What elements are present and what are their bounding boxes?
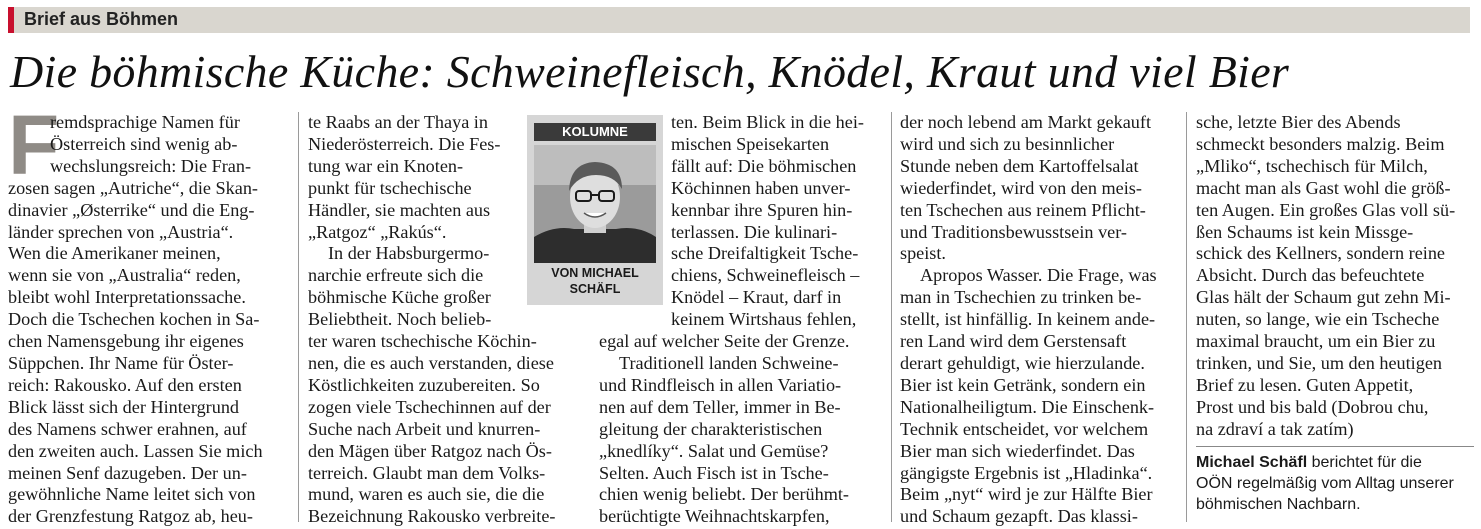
kicker-label: Brief aus Böhmen — [24, 9, 179, 29]
text-line: berüchtigte Weihnachtskarpfen, — [599, 506, 830, 527]
text-line: egal auf welcher Seite der Grenze. — [599, 331, 850, 352]
column-rule — [298, 112, 299, 522]
text-line: Knödel – Kraut, darf in — [671, 287, 842, 308]
text-line: Köchinnen haben unver- — [671, 177, 851, 198]
text-line: maximal braucht, um ein Bier zu — [1196, 331, 1436, 352]
article-column-5 — [1196, 112, 1474, 441]
footnote-line — [1196, 452, 1476, 473]
text-line: tung war ein Knoten- — [308, 155, 464, 176]
text-line: wiederfindet, wird von den meis- — [900, 177, 1142, 198]
text-line: bleibt wohl Interpretationssache. — [8, 287, 246, 308]
text-line: stellt, ist hinfällig. In keinem ande- — [900, 309, 1156, 330]
text-line: „Mliko“, tschechisch für Milch, — [1196, 155, 1428, 176]
text-line: Doch die Tschechen kochen in Sa- — [8, 309, 260, 330]
text-line: sche Dreifaltigkeit Tsche- — [671, 243, 859, 264]
text-line: mund, waren es auch sie, die die — [308, 484, 545, 505]
columnist-box — [527, 115, 663, 305]
text-line: „knedlíky“. Salat und Gemüse? — [599, 440, 829, 461]
text-line: schmeckt besonders malzig. Beim — [1196, 133, 1445, 154]
text-line: Österreich sind wenig ab- — [50, 133, 238, 154]
column-rule — [891, 112, 892, 522]
text-line: terlassen. Die kulinari- — [671, 221, 838, 242]
text-line: Absicht. Durch das befeuchtete — [1196, 265, 1425, 286]
text-line: dinavier „Østerrike“ und die Eng- — [8, 199, 255, 220]
text-line: und Schaum gezapft. Das klassi- — [900, 506, 1138, 527]
text-line: chien wenig beliebt. Der berühmt- — [599, 484, 849, 505]
text-line: narchie erfreute sich die — [308, 265, 484, 286]
text-line: zogen viele Tschechinnen auf der — [308, 396, 551, 417]
text-line: wird und sich zu besinnlicher — [900, 133, 1115, 154]
text-line: man in Tschechien zu trinken be- — [900, 287, 1142, 308]
text-line: Prost und bis bald (Dobrou chu, — [1196, 396, 1429, 417]
text-line: chen Namensgebung ihr eigenes — [8, 331, 244, 352]
text-line: meinen Senf dazugeben. Der un- — [8, 462, 247, 483]
text-line: nen, die es auch verstanden, diese — [308, 352, 554, 373]
text-line: der noch lebend am Markt gekauft — [900, 112, 1151, 132]
text-line: der Grenzfestung Ratgoz ab, heu- — [8, 506, 253, 527]
text-line: länder sprechen von „Austria“. — [8, 221, 234, 242]
text-line: reich: Rakousko. Auf den ersten — [8, 374, 242, 395]
author-portrait — [534, 145, 656, 263]
article-column-1 — [8, 98, 290, 528]
text-line: Niederösterreich. Die Fes- — [308, 133, 501, 154]
column-byline — [531, 265, 659, 297]
text-line: Selten. Auch Fisch ist in Tsche- — [599, 462, 829, 483]
text-line: des Namens schwer erahnen, auf — [8, 418, 247, 439]
text-line: Bezeichnung Rakousko verbreite- — [308, 506, 556, 527]
text-line: Beim „nyt“ wird je zur Hälfte Bier — [900, 484, 1153, 505]
author-name: Michael Schäfl — [1196, 454, 1308, 471]
text-line: ten. Beim Blick in die hei- — [671, 112, 864, 132]
text-line: remdsprachige Namen für — [50, 112, 240, 132]
text-line: derart gehuldigt, wie hierzulande. — [900, 352, 1145, 373]
text-line: Glas hält der Schaum gut zehn Mi- — [1196, 287, 1451, 308]
text-line: Köstlichkeiten zuzubereiten. So — [308, 374, 540, 395]
text-line: nuten, so lange, wie ein Tscheche — [1196, 309, 1440, 330]
text-line: ten Augen. Ein großes Glas voll sü- — [1196, 199, 1456, 220]
text-line: Bier man sich wiederfindet. Das — [900, 440, 1135, 461]
text-line: „Ratgoz“ „Rakús“. — [308, 221, 447, 242]
column-label: KOLUMNE — [534, 123, 656, 141]
text-line: terreich. Glaubt man dem Volks- — [308, 462, 546, 483]
text-line: te Raabs an der Thaya in — [308, 112, 488, 132]
text-line: Suche nach Arbeit und knurren- — [308, 418, 541, 439]
text-line: chiens, Schweinefleisch – — [671, 265, 860, 286]
drop-cap: F — [8, 98, 60, 192]
byline-line: VON MICHAEL — [551, 266, 639, 280]
text-line: den Mägen über Ratgoz nach Ös- — [308, 440, 552, 461]
text-line: Nationalheiligtum. Die Einschenk- — [900, 396, 1155, 417]
footnote-divider — [1196, 446, 1474, 447]
section-kicker — [8, 7, 1470, 33]
text-line: ten Tschechen aus reinem Pflicht- — [900, 199, 1146, 220]
text-line: Beliebtheit. Noch beliеb- — [308, 309, 492, 330]
text-line: trinken, und Sie, um den heutigen — [1196, 352, 1442, 373]
text-line: speist. — [900, 243, 946, 264]
text-line: keinem Wirtshaus fehlen, — [671, 309, 857, 330]
text-line: Händler, sie machten aus — [308, 199, 491, 220]
text-line: Bier ist kein Getränk, sondern ein — [900, 374, 1146, 395]
text-line: Apropos Wasser. Die Frage, was — [920, 265, 1157, 286]
text-line: und Rindfleisch in allen Variatio- — [599, 374, 842, 395]
footnote-line: böhmischen Nachbarn. — [1196, 496, 1361, 513]
article-column-4 — [900, 112, 1175, 528]
text-line: gewöhnliche Name leitet sich von — [8, 484, 256, 505]
text-line: Technik entscheidet, vor welchem — [900, 418, 1149, 439]
text-line: na zdraví a tak zatím) — [1196, 418, 1354, 439]
text-line: wechslungsreich: Die Fran- — [50, 155, 252, 176]
text-line: schick des Kellners, sondern reine — [1196, 243, 1445, 264]
text-line: fällt auf: Die böhmischen — [671, 155, 857, 176]
text-line: und Traditionsbewusstsein ver- — [900, 221, 1127, 242]
text-line: wenn sie von „Australia“ reden, — [8, 265, 241, 286]
text-line: macht man als Gast wohl die größ- — [1196, 177, 1451, 198]
text-line: Süppchen. Ihr Name für Öster- — [8, 352, 234, 373]
footnote-line: OÖN regelmäßig vom Alltag unserer — [1196, 475, 1454, 492]
text-line: In der Habsburgermo- — [328, 243, 490, 264]
text-line: zosen sagen „Autriche“, die Skan- — [8, 177, 258, 198]
column-rule — [1186, 112, 1187, 522]
text-line: böhmische Küche großer — [308, 287, 491, 308]
text-line: punkt für tschechische — [308, 177, 472, 198]
text-line: kennbar ihre Spuren hin- — [671, 199, 853, 220]
kicker-accent-bar — [8, 7, 14, 33]
text-line: ter waren tschechische Köchin- — [308, 331, 537, 352]
text-line: Wen die Amerikaner meinen, — [8, 243, 221, 264]
text-line: gleitung der charakteristischen — [599, 418, 823, 439]
text-line: Blick lässt sich der Hintergrund — [8, 396, 240, 417]
text-line: Traditionell landen Schweine- — [619, 352, 839, 373]
text-line: nen auf dem Teller, immer in Be- — [599, 396, 841, 417]
text-line: den zweiten auch. Lassen Sie mich — [8, 440, 263, 461]
text-line: Stunde neben dem Kartoffelsalat — [900, 155, 1139, 176]
text-line: Brief zu lesen. Guten Appetit, — [1196, 374, 1414, 395]
text-line: mischen Speisekarten — [671, 133, 830, 154]
author-footnote — [1196, 452, 1476, 515]
footnote-text: berichtet für die — [1307, 454, 1422, 471]
text-line: ren Land wird dem Gerstensaft — [900, 331, 1127, 352]
text-line: sche, letzte Bier des Abends — [1196, 112, 1401, 132]
article-headline: Die böhmische Küche: Schweinefleisch, Knödel, Kraut und viel Bier — [10, 46, 1290, 97]
byline-line: SCHÄFL — [569, 282, 621, 296]
text-line: gängigste Ergebnis ist „Hladinka“. — [900, 462, 1153, 483]
text-line: ßen Schaums ist kein Missge- — [1196, 221, 1414, 242]
